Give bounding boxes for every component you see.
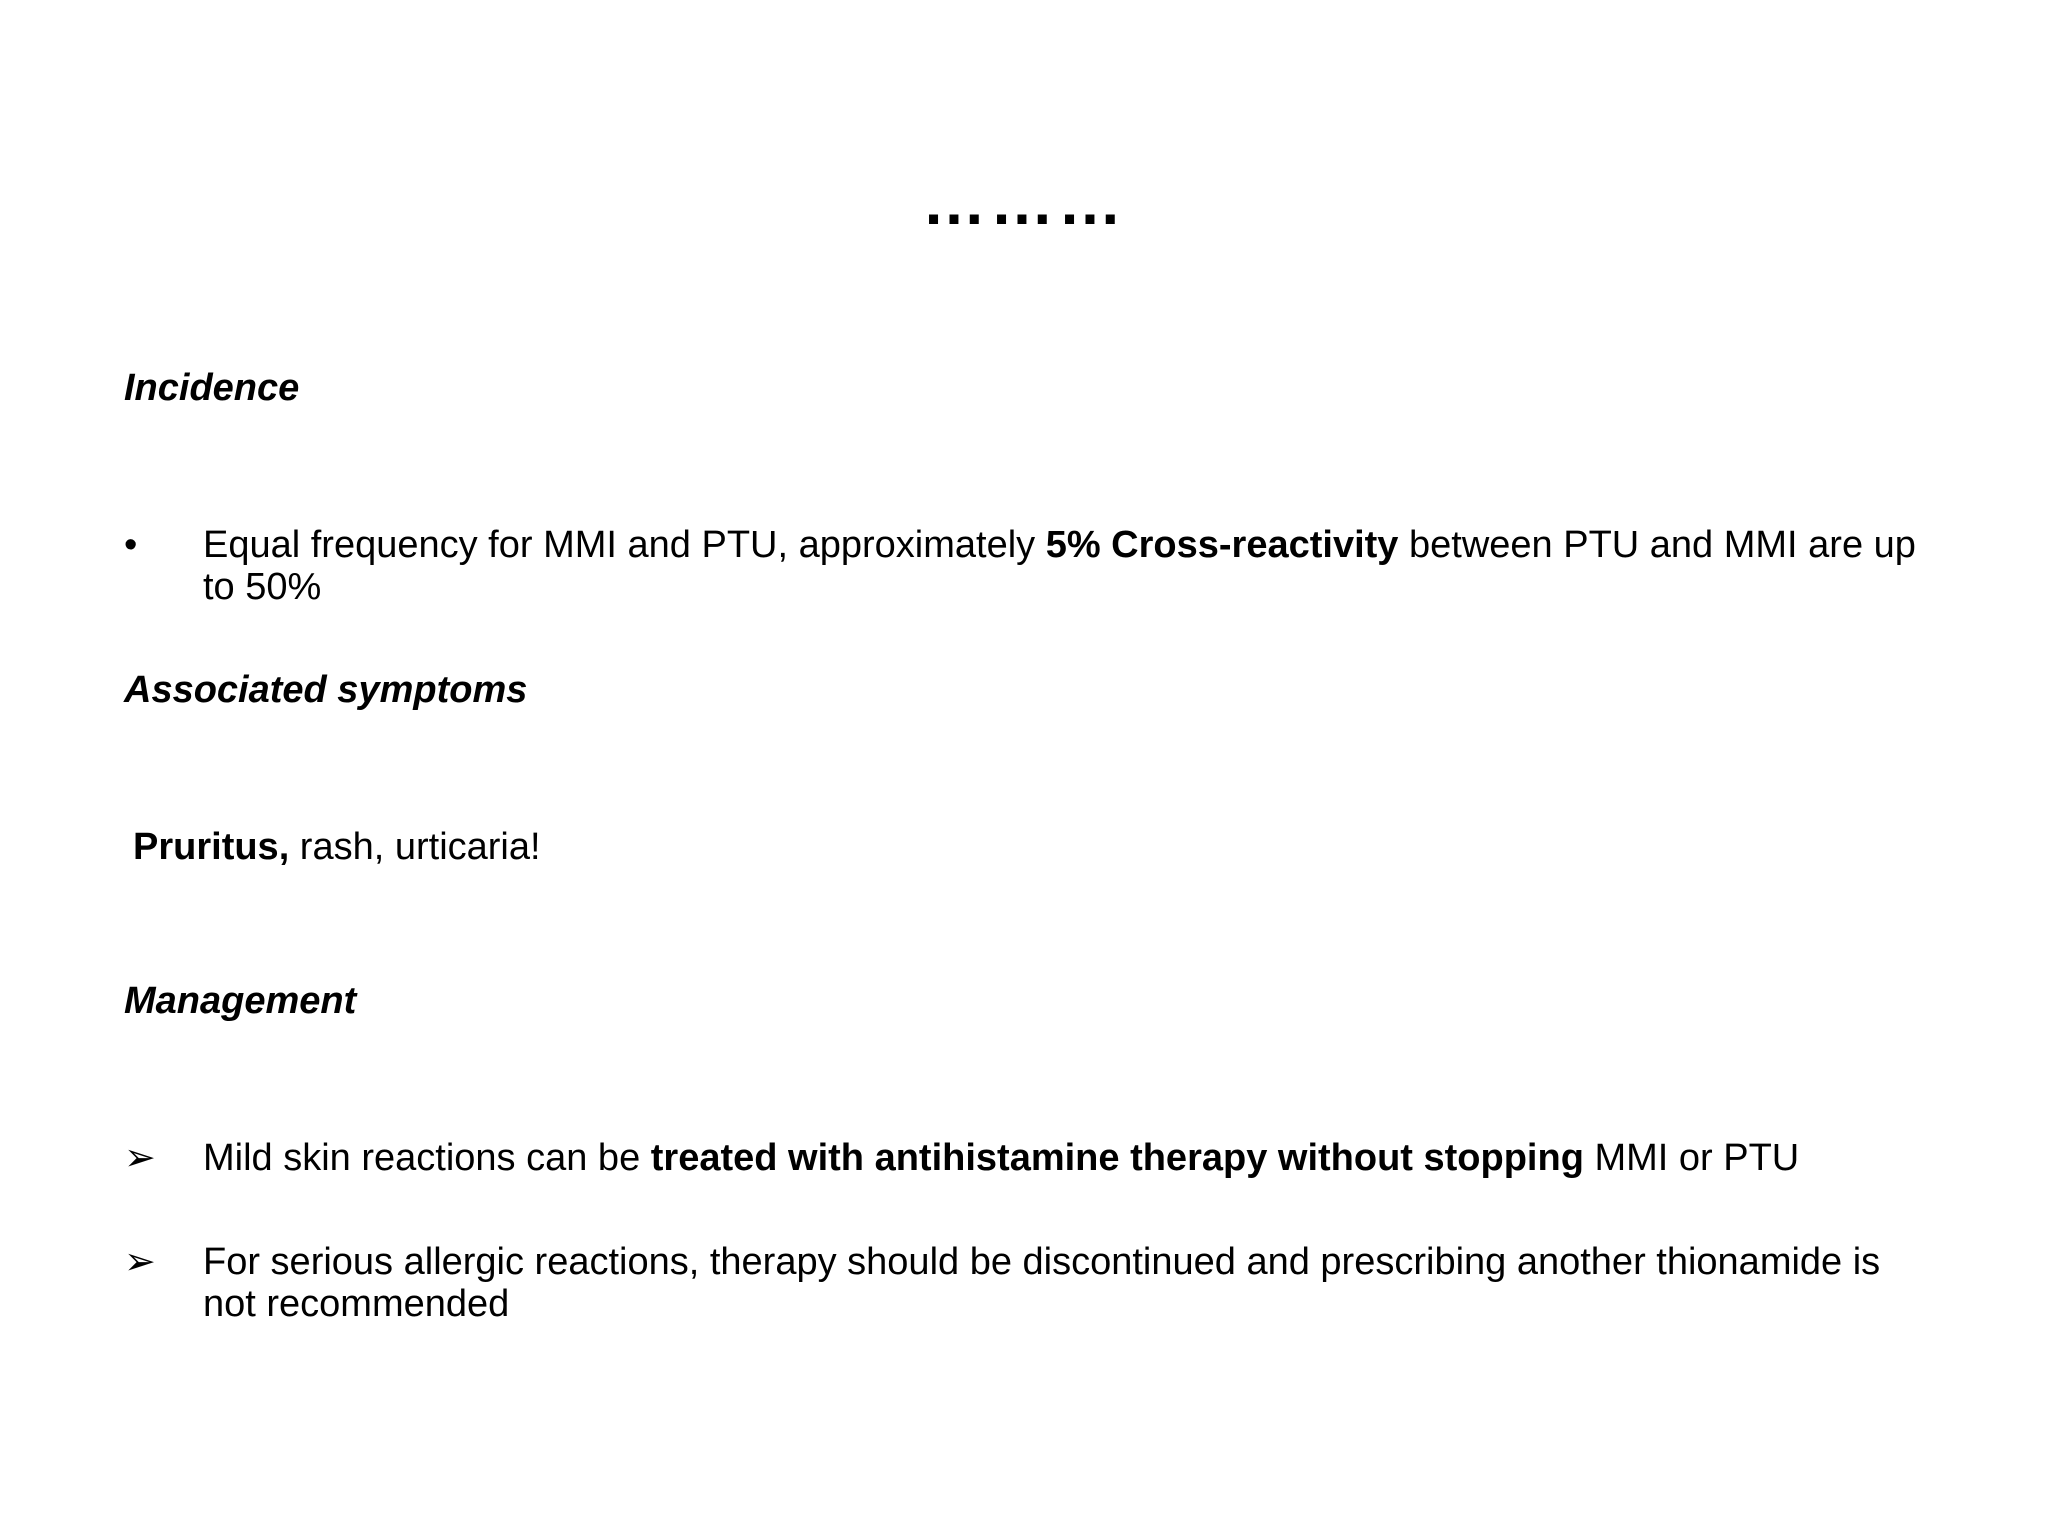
incidence-text: [203, 524, 1924, 608]
management-item-2: [124, 1241, 1924, 1325]
arrow-bullet-icon: ➢: [124, 1137, 156, 1179]
heading-associated-symptoms: Associated symptoms: [124, 669, 528, 711]
management-item-1: [124, 1137, 1924, 1179]
management-item-1-text: [203, 1137, 1924, 1179]
incidence-text-start: Equal frequency for MMI and PTU, approximately: [203, 524, 1046, 566]
incidence-text-end: between PTU and MMI are up to 50%: [203, 524, 1916, 608]
incidence-text-bold: 5% Cross-reactivity: [1045, 524, 1399, 566]
bullet-dot-icon: •: [124, 524, 138, 566]
heading-management: Management: [124, 980, 357, 1022]
incidence-bullet: [124, 524, 1924, 608]
management-item-1-bold: treated with antihistamine therapy without stopping: [650, 1137, 1584, 1179]
arrow-bullet-icon: ➢: [124, 1241, 156, 1283]
symptoms-rest: rash, urticaria!: [289, 826, 541, 868]
slide-title: ………: [922, 166, 1126, 238]
management-item-1-end: MMI or PTU: [1583, 1137, 1800, 1179]
heading-incidence: Incidence: [124, 367, 300, 409]
symptoms-bold: Pruritus,: [133, 826, 290, 868]
management-item-2-text: For serious allergic reactions, therapy should be discontinued and prescribing another thionamide is not recommended: [203, 1241, 1881, 1325]
management-item-1-start: Mild skin reactions can be: [203, 1137, 651, 1179]
symptoms-text: [133, 826, 541, 868]
